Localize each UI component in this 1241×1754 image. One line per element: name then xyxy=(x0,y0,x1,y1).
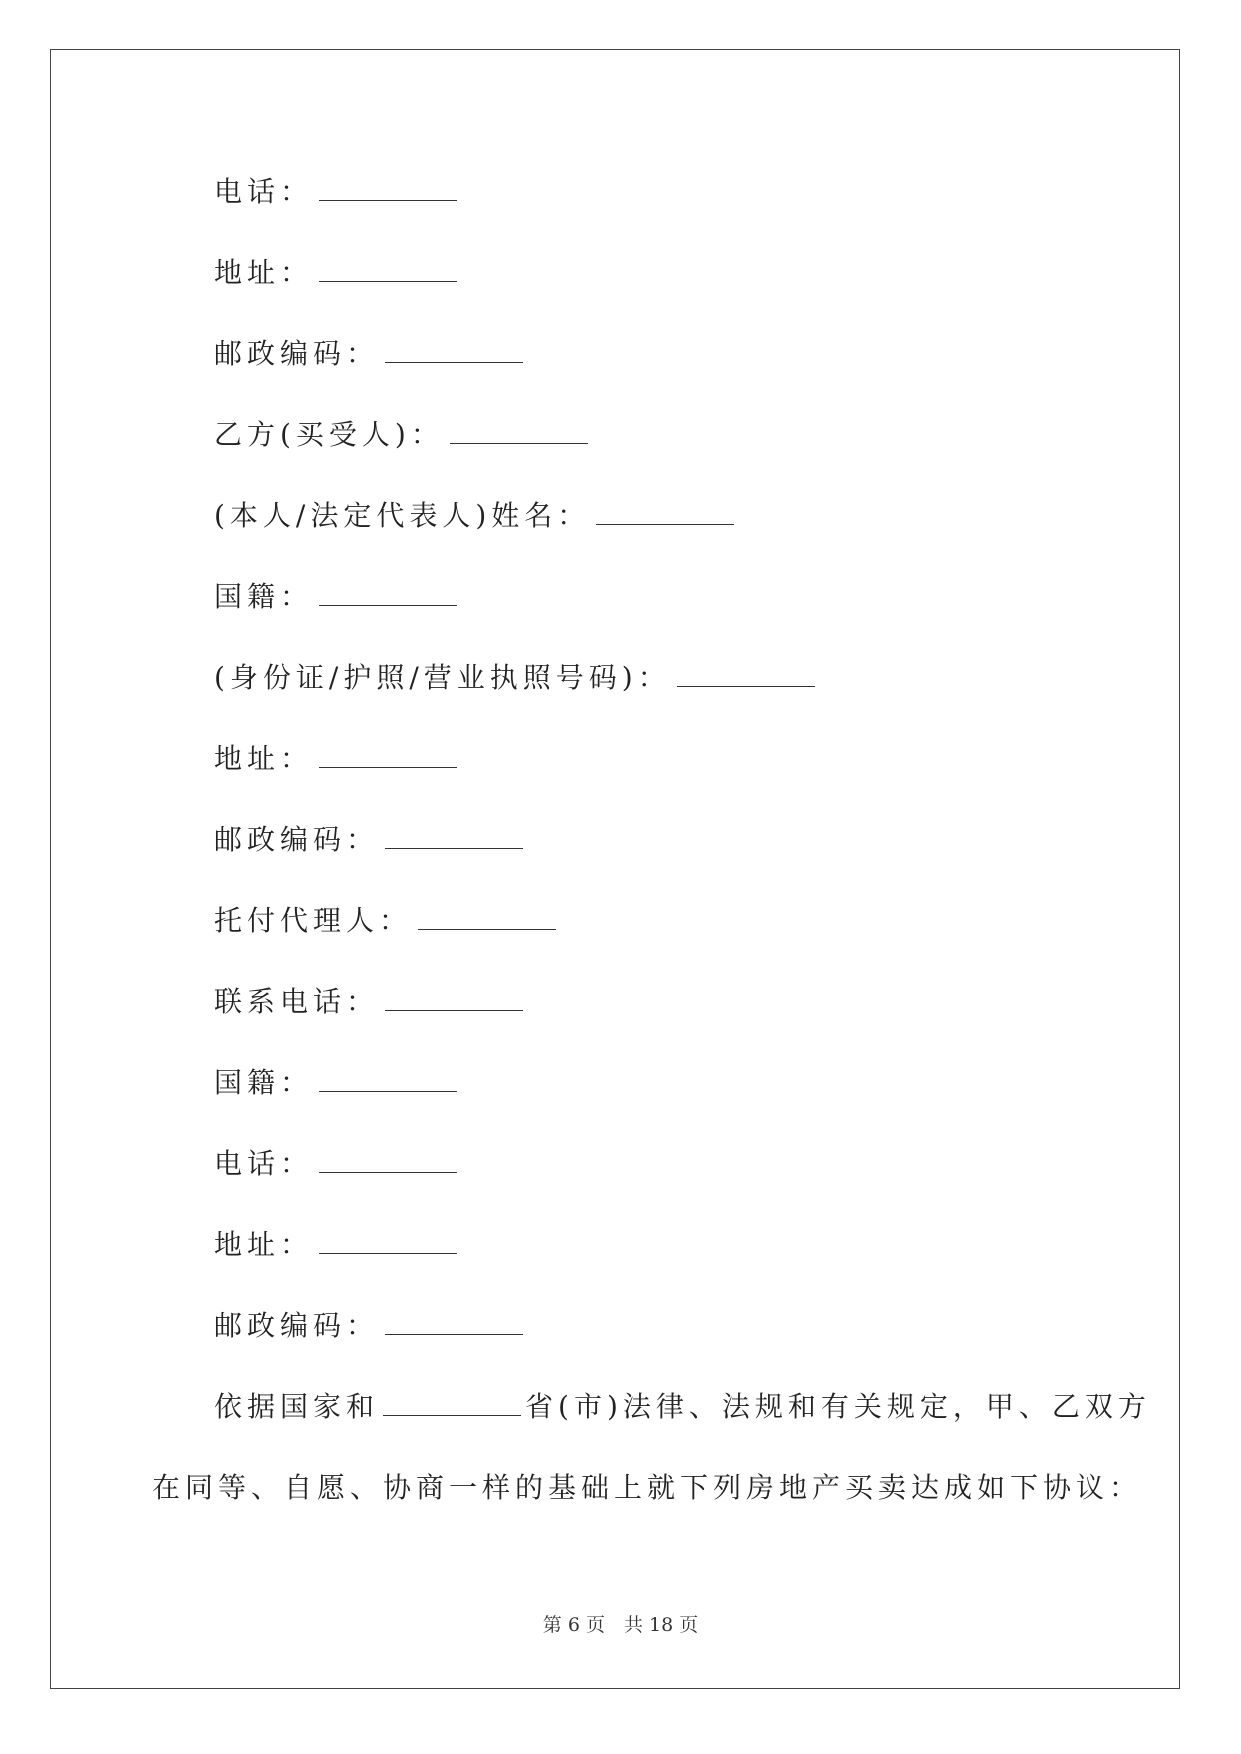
fill-blank[interactable] xyxy=(596,506,734,525)
postal-code-field xyxy=(214,336,523,372)
fill-blank[interactable] xyxy=(319,1073,457,1092)
fill-blank[interactable] xyxy=(385,1316,523,1335)
nationality-field xyxy=(214,579,457,615)
name-field xyxy=(214,498,734,534)
paragraph-line-1 xyxy=(214,1389,1151,1425)
fill-blank[interactable] xyxy=(418,911,556,930)
fill-blank[interactable] xyxy=(319,263,457,282)
address-field xyxy=(214,741,457,777)
phone-field xyxy=(214,174,457,210)
party-b-field xyxy=(214,417,588,453)
fill-blank[interactable] xyxy=(319,182,457,201)
fill-blank[interactable] xyxy=(319,749,457,768)
paragraph-line-2 xyxy=(152,1470,1142,1506)
postal-code-field xyxy=(214,822,523,858)
field-label: (本人/法定代表人)姓名： xyxy=(214,499,591,532)
fill-blank[interactable] xyxy=(385,344,523,363)
phone-field xyxy=(214,1146,457,1182)
field-label: 邮政编码： xyxy=(214,823,380,856)
field-label: 地址： xyxy=(214,1228,314,1261)
field-label: 地址： xyxy=(214,256,314,289)
fill-blank[interactable] xyxy=(450,425,588,444)
field-label: 电话： xyxy=(214,1147,314,1180)
field-label: 电话： xyxy=(214,175,314,208)
fill-blank[interactable] xyxy=(319,587,457,606)
page-frame xyxy=(50,49,1180,1689)
field-label: 乙方(买受人)： xyxy=(214,418,444,451)
field-label: (身份证/护照/营业执照号码)： xyxy=(214,661,671,694)
nationality-field xyxy=(214,1065,457,1101)
field-label: 地址： xyxy=(214,742,314,775)
field-label: 邮政编码： xyxy=(214,1309,380,1342)
fill-blank[interactable] xyxy=(385,830,523,849)
address-field xyxy=(214,255,457,291)
field-label: 国籍： xyxy=(214,1066,314,1099)
field-label: 邮政编码： xyxy=(214,337,380,370)
address-field xyxy=(214,1227,457,1263)
fill-blank[interactable] xyxy=(677,668,815,687)
field-label: 联系电话： xyxy=(214,985,380,1018)
agent-field xyxy=(214,903,556,939)
id-number-field xyxy=(214,660,815,696)
paragraph-text: 省(市)法律、法规和有关规定，甲、乙双方 xyxy=(525,1390,1151,1423)
field-label: 托付代理人： xyxy=(214,904,413,937)
field-label: 国籍： xyxy=(214,580,314,613)
paragraph-text: 在同等、自愿、协商一样的基础上就下列房地产买卖达成如下协议： xyxy=(152,1471,1143,1504)
postal-code-field xyxy=(214,1308,523,1344)
fill-blank[interactable] xyxy=(319,1235,457,1254)
fill-blank[interactable] xyxy=(383,1397,521,1416)
paragraph-text: 依据国家和 xyxy=(214,1390,380,1423)
fill-blank[interactable] xyxy=(319,1154,457,1173)
contact-phone-field xyxy=(214,984,523,1020)
page-footer: 第 6 页 共 18 页 xyxy=(542,1614,699,1636)
fill-blank[interactable] xyxy=(385,992,523,1011)
